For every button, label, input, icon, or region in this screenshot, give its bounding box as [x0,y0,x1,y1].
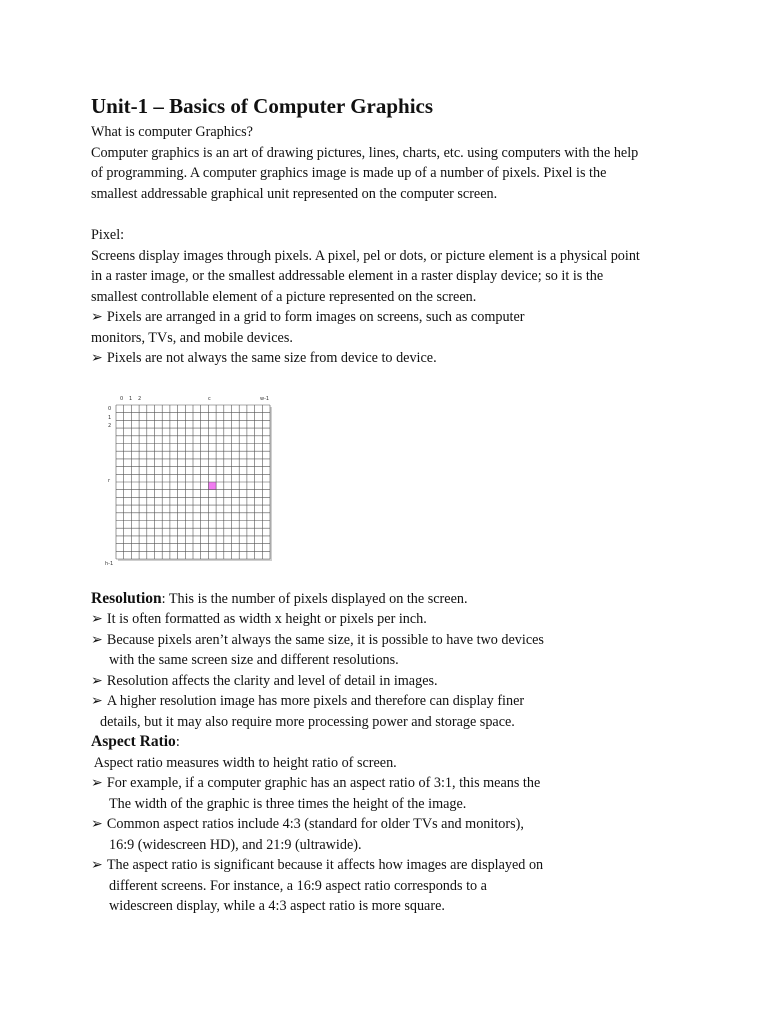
bullet-continuation: different screens. For instance, a 16:9 aspect ratio corresponds to a [109,877,487,894]
bullet-item [91,773,691,794]
grid-row-label: 1 [108,414,112,421]
bullet-item [91,691,691,712]
pixel-heading: Pixel: [91,227,125,243]
bullet-text: Pixels are not always the same size from device to device. [106,350,437,366]
resolution-heading: Resolution [91,589,162,607]
bullet-text: Because pixels aren’t always the same size, it is possible to have two devices [106,631,544,648]
pixel-line: Screens display images through pixels. A pixel, pel or dots, or picture element is a physical point [91,247,640,264]
arrow-bullet-icon: ➢ [91,309,103,325]
grid-row-label: h-1 [105,560,114,567]
resolution-heading-line [91,589,691,610]
grid-lines [116,405,272,561]
grid-col-label: 2 [138,395,142,402]
bullet-item [91,630,691,651]
aspect-intro: Aspect ratio measures width to height ratio of screen. [91,754,397,771]
document-page [91,92,691,917]
pixel-line: smallest controllable element of a picture represented on the screen. [91,288,477,305]
bullet-item [91,671,691,692]
arrow-bullet-icon: ➢ [91,350,103,366]
bullet-text: It is often formatted as width x height or pixels per inch. [106,611,427,627]
bullet-text: For example, if a computer graphic has an aspect ratio of 3:1, this means the [106,775,541,791]
bullet-item [91,855,691,876]
grid-col-label: w-1 [260,395,270,402]
bullet-continuation: The width of the graphic is three times the height of the image. [109,795,467,812]
aspect-heading-line [91,732,691,753]
bullet-continuation: details, but it may also require more processing power and storage space. [100,713,515,730]
grid-col-label: 1 [129,395,133,402]
arrow-bullet-icon: ➢ [91,693,103,709]
bullet-item [91,307,691,328]
pixel-line: in a raster image, or the smallest addressable element in a raster display device; so it is the [91,268,604,284]
bullet-text: Pixels are arranged in a grid to form images on screens, such as computer [106,309,525,325]
grid-col-label: c [208,395,211,402]
arrow-bullet-icon: ➢ [91,857,103,873]
intro-question: What is computer Graphics? [91,124,253,140]
bullet-continuation: 16:9 (widescreen HD), and 21:9 (ultrawide). [109,836,362,853]
bullet-item [91,814,691,835]
arrow-bullet-icon: ➢ [91,672,103,689]
pixel-grid-figure [91,393,281,583]
arrow-bullet-icon: ➢ [91,816,103,832]
grid-row-label: 2 [108,422,112,429]
arrow-bullet-icon: ➢ [91,611,103,627]
bullet-text: A higher resolution image has more pixels and therefore can display finer [106,693,525,709]
highlighted-pixel [208,482,216,490]
bullet-item [91,609,691,630]
intro-line: of programming. A computer graphics image is made up of a number of pixels. Pixel is the [91,165,607,181]
aspect-heading: Aspect Ratio [91,733,176,750]
grid-row-label: 0 [108,405,112,412]
grid-row-label: r [108,477,111,484]
pixel-grid-diagram [91,393,281,583]
aspect-heading-colon: : [175,734,180,750]
bullet-text: Resolution affects the clarity and level of detail in images. [106,672,438,689]
grid-col-label: 0 [120,395,124,402]
bullet-continuation: widescreen display, while a 4:3 aspect ratio is more square. [109,898,445,914]
arrow-bullet-icon: ➢ [91,775,103,791]
intro-line: Computer graphics is an art of drawing pictures, lines, charts, etc. using computers with the help [91,144,639,161]
bullet-continuation: with the same screen size and different resolutions. [109,652,399,668]
bullet-text: Common aspect ratios include 4:3 (standard for older TVs and monitors), [106,816,524,832]
bullet-item [91,348,691,369]
page-title: Unit-1 – Basics of Computer Graphics [91,94,434,118]
arrow-bullet-icon: ➢ [91,631,103,648]
bullet-text: The aspect ratio is significant because it affects how images are displayed on [106,857,544,873]
bullet-continuation: monitors, TVs, and mobile devices. [91,329,293,346]
intro-line: smallest addressable graphical unit represented on the computer screen. [91,185,498,202]
resolution-definition: : This is the number of pixels displayed on the screen. [161,590,468,607]
